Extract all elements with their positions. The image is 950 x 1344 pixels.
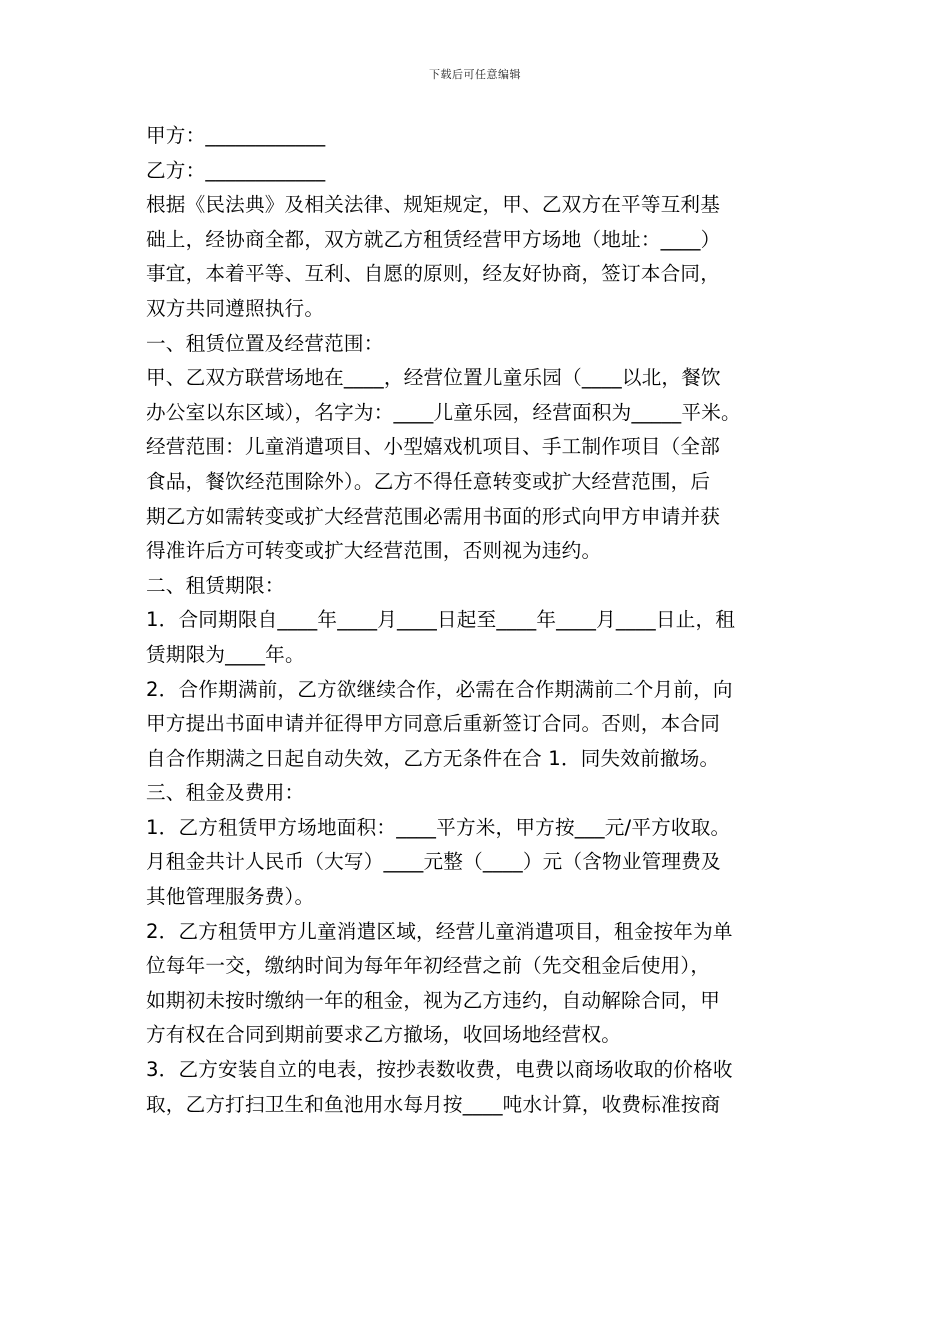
preamble-line: 双方共同遵照执行。 <box>146 296 325 320</box>
section-1-line: 甲、乙双方联营场地在____，经营位置儿童乐园（____以北，餐饮 <box>146 366 721 390</box>
section-1-line: 期乙方如需转变或扩大经营范围必需用书面的形式向甲方申请并获 <box>146 504 721 528</box>
section-1-line: 食品，餐饮经范围除外）。乙方不得任意转变或扩大经营范围，后 <box>146 469 711 493</box>
section-3-line: 3．乙方安装自立的电表，按抄表数收费，电费以商场收取的价格收 <box>146 1058 733 1082</box>
section-2-line: 甲方提出书面申请并征得甲方同意后重新签订合同。否则，本合同 <box>146 712 721 736</box>
section-3-line: 方有权在合同到期前要求乙方撤场，收回场地经营权。 <box>146 1023 622 1047</box>
section-2-line: 赁期限为____年。 <box>146 642 305 666</box>
contract-body <box>146 119 810 1122</box>
section-3-line: 取，乙方打扫卫生和鱼池用水每月按____吨水计算，收费标准按商 <box>146 1092 721 1116</box>
section-3-line: 2．乙方租赁甲方儿童消遣区域，经营儿童消遣项目，租金按年为单 <box>146 919 733 943</box>
preamble-line: 事宜，本着平等、互利、自愿的原则，经友好协商，签订本合同， <box>146 262 721 286</box>
preamble-line: 础上，经协商全都，双方就乙方租赁经营甲方场地（地址：____） <box>146 227 721 251</box>
preamble-line: 根据《民法典》及相关法律、规矩规定，甲、乙双方在平等互利基 <box>146 193 721 217</box>
section-2-line: 自合作期满之日起自动失效，乙方无条件在合 1．同失效前撤场。 <box>146 746 720 770</box>
section-heading-1: 一、租赁位置及经营范围： <box>146 331 384 355</box>
party-a-line: 甲方：____________ <box>146 124 326 147</box>
section-3-line: 月租金共计人民币（大写）____元整（____）元（含物业管理费及 <box>146 850 721 874</box>
page-header-note: 下载后可任意编辑 <box>429 68 521 81</box>
section-2-line: 1．合同期限自____年____月____日起至____年____月____日止，租 <box>146 608 736 632</box>
section-heading-2: 二、租赁期限： <box>146 573 285 597</box>
section-heading-3: 三、租金及费用： <box>146 781 305 805</box>
section-3-line: 1．乙方租赁甲方场地面积：____平方米，甲方按___元/平方收取。 <box>146 815 731 839</box>
section-3-line: 其他管理服务费）。 <box>146 885 315 909</box>
section-1-line: 得准许后方可转变或扩大经营范围，否则视为违约。 <box>146 539 602 563</box>
section-3-line: 如期初未按时缴纳一年的租金，视为乙方违约，自动解除合同，甲 <box>146 988 721 1012</box>
section-1-line: 办公室以东区域），名字为：____儿童乐园，经营面积为_____平米。 <box>146 400 741 424</box>
section-2-line: 2．合作期满前，乙方欲继续合作，必需在合作期满前二个月前，向 <box>146 677 733 701</box>
section-3-line: 位每年一交，缴纳时间为每年年初经营之前（先交租金后使用）， <box>146 954 711 978</box>
party-b-line: 乙方：____________ <box>146 158 326 182</box>
section-1-line: 经营范围：儿童消遣项目、小型嬉戏机项目、手工制作项目（全部 <box>146 435 721 459</box>
